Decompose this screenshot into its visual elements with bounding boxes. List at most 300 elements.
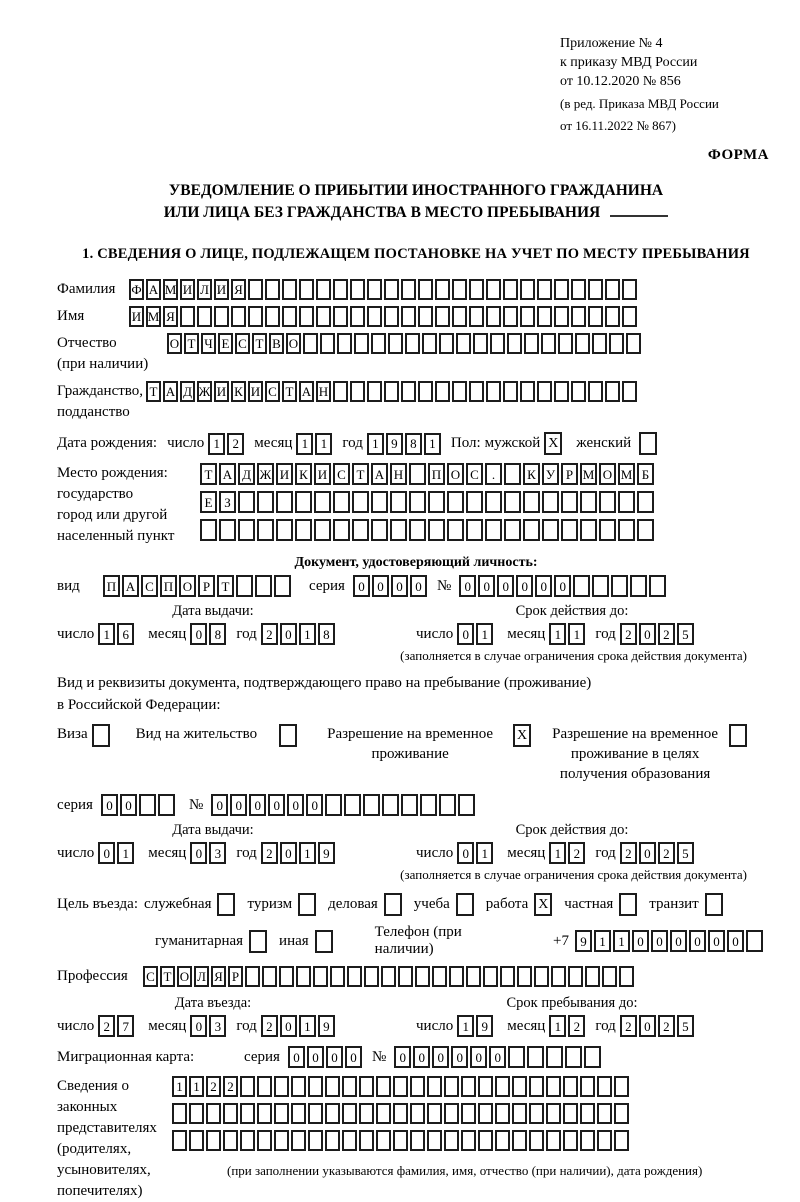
char-cell[interactable] [308, 1103, 323, 1124]
char-cell[interactable] [504, 519, 521, 541]
char-cell[interactable] [359, 1103, 374, 1124]
char-cell[interactable]: 1 [424, 433, 441, 455]
char-cell[interactable] [298, 893, 316, 916]
char-cell[interactable]: М [618, 463, 635, 485]
char-cell[interactable]: 1 [594, 930, 611, 952]
char-cell[interactable] [512, 1130, 527, 1151]
char-cell[interactable]: 3 [209, 1015, 226, 1037]
char-cell[interactable] [92, 724, 110, 747]
char-cell[interactable] [410, 1103, 425, 1124]
char-cell[interactable]: О [179, 575, 196, 597]
char-cell[interactable] [609, 333, 624, 354]
char-cell[interactable] [291, 1076, 306, 1097]
char-cell[interactable]: 1 [549, 842, 566, 864]
char-cell[interactable] [466, 491, 483, 513]
char-cell[interactable] [503, 306, 518, 327]
char-cell[interactable]: 0 [457, 842, 474, 864]
birth-place-row1-cells[interactable] [200, 463, 656, 485]
char-cell[interactable]: 1 [299, 623, 316, 645]
char-cell[interactable] [561, 491, 578, 513]
char-cell[interactable]: 0 [535, 575, 552, 597]
char-cell[interactable] [649, 575, 666, 597]
char-cell[interactable]: 1 [98, 623, 115, 645]
char-cell[interactable] [390, 491, 407, 513]
char-cell[interactable]: 2 [261, 842, 278, 864]
char-cell[interactable] [257, 1076, 272, 1097]
char-cell[interactable] [371, 491, 388, 513]
char-cell[interactable] [447, 491, 464, 513]
char-cell[interactable] [592, 333, 607, 354]
char-cell[interactable] [605, 279, 620, 300]
char-cell[interactable] [517, 966, 532, 987]
residence-valid-day-cells[interactable] [457, 842, 495, 864]
char-cell[interactable]: 0 [432, 1046, 449, 1068]
char-cell[interactable] [279, 966, 294, 987]
name-cells[interactable] [129, 306, 639, 327]
char-cell[interactable]: 0 [727, 930, 744, 952]
char-cell[interactable]: 5 [677, 623, 694, 645]
char-cell[interactable]: 0 [554, 575, 571, 597]
char-cell[interactable] [325, 1103, 340, 1124]
char-cell[interactable] [428, 519, 445, 541]
char-cell[interactable]: 2 [206, 1076, 221, 1097]
char-cell[interactable] [466, 519, 483, 541]
char-cell[interactable]: 2 [227, 433, 244, 455]
char-cell[interactable] [405, 333, 420, 354]
char-cell[interactable] [503, 279, 518, 300]
char-cell[interactable] [315, 930, 333, 953]
char-cell[interactable]: У [542, 463, 559, 485]
purpose-tourism-checkbox[interactable] [298, 893, 318, 916]
char-cell[interactable]: 2 [261, 1015, 278, 1037]
char-cell[interactable]: И [214, 381, 229, 402]
char-cell[interactable]: С [235, 333, 250, 354]
char-cell[interactable]: С [143, 966, 158, 987]
entry-day-cells[interactable] [98, 1015, 136, 1037]
char-cell[interactable]: 0 [353, 575, 370, 597]
char-cell[interactable] [575, 333, 590, 354]
char-cell[interactable]: 1 [476, 623, 493, 645]
char-cell[interactable] [401, 381, 416, 402]
char-cell[interactable]: М [580, 463, 597, 485]
char-cell[interactable]: 0 [478, 575, 495, 597]
char-cell[interactable] [200, 519, 217, 541]
char-cell[interactable] [158, 794, 175, 816]
char-cell[interactable]: Ж [197, 381, 212, 402]
char-cell[interactable] [238, 491, 255, 513]
char-cell[interactable] [342, 1130, 357, 1151]
char-cell[interactable]: 1 [299, 842, 316, 864]
char-cell[interactable] [265, 306, 280, 327]
stay-month-cells[interactable] [549, 1015, 587, 1037]
char-cell[interactable]: Б [637, 463, 654, 485]
char-cell[interactable] [523, 491, 540, 513]
char-cell[interactable] [729, 724, 747, 747]
char-cell[interactable]: 9 [476, 1015, 493, 1037]
char-cell[interactable] [359, 1076, 374, 1097]
char-cell[interactable] [611, 575, 628, 597]
char-cell[interactable]: 0 [280, 623, 297, 645]
profession-cells[interactable] [143, 966, 636, 987]
char-cell[interactable] [546, 1076, 561, 1097]
char-cell[interactable]: X [513, 724, 531, 747]
char-cell[interactable] [466, 966, 481, 987]
char-cell[interactable] [619, 966, 634, 987]
char-cell[interactable] [231, 306, 246, 327]
char-cell[interactable] [359, 1130, 374, 1151]
char-cell[interactable] [605, 306, 620, 327]
char-cell[interactable]: 0 [459, 575, 476, 597]
char-cell[interactable] [401, 794, 418, 816]
char-cell[interactable]: 9 [386, 433, 403, 455]
char-cell[interactable]: 0 [230, 794, 247, 816]
phone-cells[interactable] [575, 930, 765, 952]
char-cell[interactable] [486, 306, 501, 327]
char-cell[interactable] [410, 1076, 425, 1097]
char-cell[interactable]: О [447, 463, 464, 485]
char-cell[interactable] [571, 279, 586, 300]
char-cell[interactable]: О [167, 333, 182, 354]
char-cell[interactable] [398, 966, 413, 987]
char-cell[interactable]: Т [282, 381, 297, 402]
char-cell[interactable] [427, 1103, 442, 1124]
char-cell[interactable] [588, 306, 603, 327]
char-cell[interactable] [274, 1103, 289, 1124]
char-cell[interactable]: Д [238, 463, 255, 485]
char-cell[interactable] [274, 575, 291, 597]
char-cell[interactable] [217, 893, 235, 916]
char-cell[interactable]: П [103, 575, 120, 597]
char-cell[interactable]: Т [184, 333, 199, 354]
doc-issue-day-cells[interactable] [98, 623, 136, 645]
char-cell[interactable]: Я [163, 306, 178, 327]
char-cell[interactable] [580, 1130, 595, 1151]
char-cell[interactable] [415, 966, 430, 987]
char-cell[interactable] [469, 381, 484, 402]
char-cell[interactable] [367, 306, 382, 327]
char-cell[interactable] [558, 333, 573, 354]
residence-issue-month-cells[interactable] [190, 842, 228, 864]
char-cell[interactable] [568, 966, 583, 987]
char-cell[interactable]: 0 [280, 1015, 297, 1037]
char-cell[interactable] [308, 1130, 323, 1151]
char-cell[interactable] [238, 519, 255, 541]
char-cell[interactable] [529, 1103, 544, 1124]
char-cell[interactable] [435, 279, 450, 300]
char-cell[interactable]: С [466, 463, 483, 485]
char-cell[interactable] [508, 1046, 525, 1068]
char-cell[interactable]: 0 [287, 794, 304, 816]
char-cell[interactable] [172, 1103, 187, 1124]
char-cell[interactable] [546, 1046, 563, 1068]
char-cell[interactable] [401, 279, 416, 300]
char-cell[interactable]: 0 [413, 1046, 430, 1068]
char-cell[interactable]: Ж [257, 463, 274, 485]
char-cell[interactable] [342, 1076, 357, 1097]
char-cell[interactable]: 0 [639, 842, 656, 864]
birth-place-row2-cells[interactable] [200, 491, 656, 513]
char-cell[interactable] [390, 519, 407, 541]
char-cell[interactable] [172, 1130, 187, 1151]
char-cell[interactable]: П [428, 463, 445, 485]
char-cell[interactable] [420, 794, 437, 816]
char-cell[interactable] [410, 1130, 425, 1151]
char-cell[interactable]: 0 [101, 794, 118, 816]
char-cell[interactable] [245, 966, 260, 987]
char-cell[interactable] [325, 794, 342, 816]
char-cell[interactable] [504, 491, 521, 513]
char-cell[interactable] [529, 1076, 544, 1097]
char-cell[interactable]: И [180, 279, 195, 300]
char-cell[interactable] [257, 1130, 272, 1151]
char-cell[interactable] [330, 966, 345, 987]
char-cell[interactable] [561, 519, 578, 541]
doc-series-cells[interactable] [353, 575, 429, 597]
char-cell[interactable]: Ч [201, 333, 216, 354]
char-cell[interactable]: Т [200, 463, 217, 485]
char-cell[interactable]: 5 [677, 842, 694, 864]
char-cell[interactable] [563, 1130, 578, 1151]
birth-place-row3-cells[interactable] [200, 519, 656, 541]
char-cell[interactable] [384, 279, 399, 300]
char-cell[interactable] [333, 306, 348, 327]
char-cell[interactable] [512, 1103, 527, 1124]
char-cell[interactable]: Т [352, 463, 369, 485]
char-cell[interactable] [299, 279, 314, 300]
char-cell[interactable] [314, 519, 331, 541]
char-cell[interactable]: X [544, 432, 562, 455]
char-cell[interactable]: 0 [307, 1046, 324, 1068]
char-cell[interactable] [584, 1046, 601, 1068]
char-cell[interactable] [534, 966, 549, 987]
char-cell[interactable] [333, 381, 348, 402]
char-cell[interactable]: 0 [632, 930, 649, 952]
char-cell[interactable] [422, 333, 437, 354]
char-cell[interactable] [282, 279, 297, 300]
char-cell[interactable] [439, 794, 456, 816]
char-cell[interactable] [296, 966, 311, 987]
char-cell[interactable] [478, 1076, 493, 1097]
stay-day-cells[interactable] [457, 1015, 495, 1037]
char-cell[interactable] [384, 893, 402, 916]
char-cell[interactable]: 8 [318, 623, 335, 645]
residence-series-cells[interactable] [101, 794, 177, 816]
char-cell[interactable]: 0 [211, 794, 228, 816]
char-cell[interactable]: 0 [249, 794, 266, 816]
char-cell[interactable] [367, 279, 382, 300]
char-cell[interactable] [255, 575, 272, 597]
char-cell[interactable] [257, 1103, 272, 1124]
char-cell[interactable] [461, 1130, 476, 1151]
char-cell[interactable] [409, 463, 426, 485]
char-cell[interactable] [314, 491, 331, 513]
char-cell[interactable] [393, 1130, 408, 1151]
char-cell[interactable] [282, 306, 297, 327]
char-cell[interactable] [585, 966, 600, 987]
char-cell[interactable]: Ф [129, 279, 144, 300]
char-cell[interactable] [599, 491, 616, 513]
char-cell[interactable]: 0 [288, 1046, 305, 1068]
birth-year-cells[interactable] [367, 433, 443, 455]
char-cell[interactable] [520, 279, 535, 300]
birth-day-cells[interactable] [208, 433, 246, 455]
char-cell[interactable] [139, 794, 156, 816]
char-cell[interactable] [435, 381, 450, 402]
char-cell[interactable] [554, 381, 569, 402]
char-cell[interactable]: Л [197, 279, 212, 300]
char-cell[interactable] [573, 575, 590, 597]
char-cell[interactable] [520, 306, 535, 327]
char-cell[interactable]: 0 [394, 1046, 411, 1068]
char-cell[interactable] [240, 1103, 255, 1124]
char-cell[interactable] [427, 1076, 442, 1097]
char-cell[interactable]: 8 [209, 623, 226, 645]
char-cell[interactable] [504, 463, 521, 485]
char-cell[interactable]: 9 [318, 842, 335, 864]
char-cell[interactable] [705, 893, 723, 916]
purpose-work-checkbox[interactable] [534, 893, 554, 916]
char-cell[interactable] [622, 306, 637, 327]
representatives-row1-cells[interactable] [172, 1076, 702, 1097]
char-cell[interactable] [456, 333, 471, 354]
char-cell[interactable] [409, 519, 426, 541]
char-cell[interactable]: 1 [476, 842, 493, 864]
char-cell[interactable]: А [371, 463, 388, 485]
doc-valid-day-cells[interactable] [457, 623, 495, 645]
char-cell[interactable] [388, 333, 403, 354]
migration-number-cells[interactable] [394, 1046, 603, 1068]
purpose-business-checkbox[interactable] [384, 893, 404, 916]
char-cell[interactable]: 1 [296, 433, 313, 455]
purpose-other-checkbox[interactable] [315, 930, 335, 953]
char-cell[interactable]: И [129, 306, 144, 327]
char-cell[interactable]: 2 [620, 623, 637, 645]
char-cell[interactable] [495, 1076, 510, 1097]
char-cell[interactable]: Н [316, 381, 331, 402]
char-cell[interactable]: 0 [306, 794, 323, 816]
citizenship-cells[interactable] [146, 381, 639, 402]
char-cell[interactable]: О [286, 333, 301, 354]
residence-issue-day-cells[interactable] [98, 842, 136, 864]
char-cell[interactable]: 8 [405, 433, 422, 455]
char-cell[interactable]: А [122, 575, 139, 597]
char-cell[interactable] [279, 724, 297, 747]
doc-valid-month-cells[interactable] [549, 623, 587, 645]
char-cell[interactable]: 1 [299, 1015, 316, 1037]
char-cell[interactable] [523, 519, 540, 541]
char-cell[interactable] [393, 1103, 408, 1124]
char-cell[interactable] [507, 333, 522, 354]
char-cell[interactable]: . [485, 463, 502, 485]
char-cell[interactable] [571, 306, 586, 327]
purpose-study-checkbox[interactable] [456, 893, 476, 916]
char-cell[interactable] [542, 519, 559, 541]
char-cell[interactable] [580, 519, 597, 541]
char-cell[interactable]: 0 [268, 794, 285, 816]
char-cell[interactable] [580, 491, 597, 513]
char-cell[interactable] [333, 279, 348, 300]
char-cell[interactable] [371, 333, 386, 354]
stay-year-cells[interactable] [620, 1015, 696, 1037]
char-cell[interactable]: 0 [190, 842, 207, 864]
char-cell[interactable] [401, 306, 416, 327]
char-cell[interactable]: 0 [120, 794, 137, 816]
char-cell[interactable]: 7 [117, 1015, 134, 1037]
char-cell[interactable] [637, 491, 654, 513]
char-cell[interactable] [527, 1046, 544, 1068]
char-cell[interactable]: 1 [549, 623, 566, 645]
char-cell[interactable] [206, 1130, 221, 1151]
char-cell[interactable] [325, 1076, 340, 1097]
representatives-row2-cells[interactable] [172, 1103, 702, 1124]
char-cell[interactable] [563, 1103, 578, 1124]
char-cell[interactable]: 6 [117, 623, 134, 645]
char-cell[interactable] [602, 966, 617, 987]
char-cell[interactable]: 9 [318, 1015, 335, 1037]
char-cell[interactable] [537, 279, 552, 300]
char-cell[interactable] [520, 381, 535, 402]
char-cell[interactable] [637, 519, 654, 541]
char-cell[interactable] [352, 519, 369, 541]
char-cell[interactable]: А [299, 381, 314, 402]
char-cell[interactable]: 3 [209, 842, 226, 864]
patronymic-cells[interactable] [167, 333, 643, 354]
char-cell[interactable] [541, 333, 556, 354]
char-cell[interactable] [565, 1046, 582, 1068]
char-cell[interactable] [364, 966, 379, 987]
char-cell[interactable]: 0 [451, 1046, 468, 1068]
char-cell[interactable] [483, 966, 498, 987]
birth-month-cells[interactable] [296, 433, 334, 455]
sex-male-checkbox[interactable] [544, 432, 564, 455]
char-cell[interactable] [599, 519, 616, 541]
char-cell[interactable] [428, 491, 445, 513]
char-cell[interactable] [449, 966, 464, 987]
char-cell[interactable]: И [248, 381, 263, 402]
char-cell[interactable]: Е [200, 491, 217, 513]
char-cell[interactable] [626, 333, 641, 354]
char-cell[interactable]: X [534, 893, 552, 916]
char-cell[interactable] [597, 1103, 612, 1124]
char-cell[interactable] [500, 966, 515, 987]
char-cell[interactable] [614, 1076, 629, 1097]
char-cell[interactable] [189, 1103, 204, 1124]
char-cell[interactable]: 1 [613, 930, 630, 952]
char-cell[interactable]: С [265, 381, 280, 402]
char-cell[interactable]: 1 [549, 1015, 566, 1037]
residence-valid-year-cells[interactable] [620, 842, 696, 864]
char-cell[interactable]: З [219, 491, 236, 513]
char-cell[interactable] [597, 1076, 612, 1097]
char-cell[interactable] [325, 1130, 340, 1151]
char-cell[interactable] [409, 491, 426, 513]
purpose-private-checkbox[interactable] [619, 893, 639, 916]
char-cell[interactable] [571, 381, 586, 402]
residence-number-cells[interactable] [211, 794, 477, 816]
char-cell[interactable]: 0 [98, 842, 115, 864]
char-cell[interactable]: 0 [708, 930, 725, 952]
char-cell[interactable]: 0 [345, 1046, 362, 1068]
char-cell[interactable] [639, 432, 657, 455]
char-cell[interactable] [240, 1130, 255, 1151]
char-cell[interactable] [537, 306, 552, 327]
char-cell[interactable] [344, 794, 361, 816]
char-cell[interactable] [458, 794, 475, 816]
residence-permit-checkbox[interactable] [279, 724, 299, 747]
char-cell[interactable] [432, 966, 447, 987]
char-cell[interactable] [473, 333, 488, 354]
char-cell[interactable]: И [314, 463, 331, 485]
